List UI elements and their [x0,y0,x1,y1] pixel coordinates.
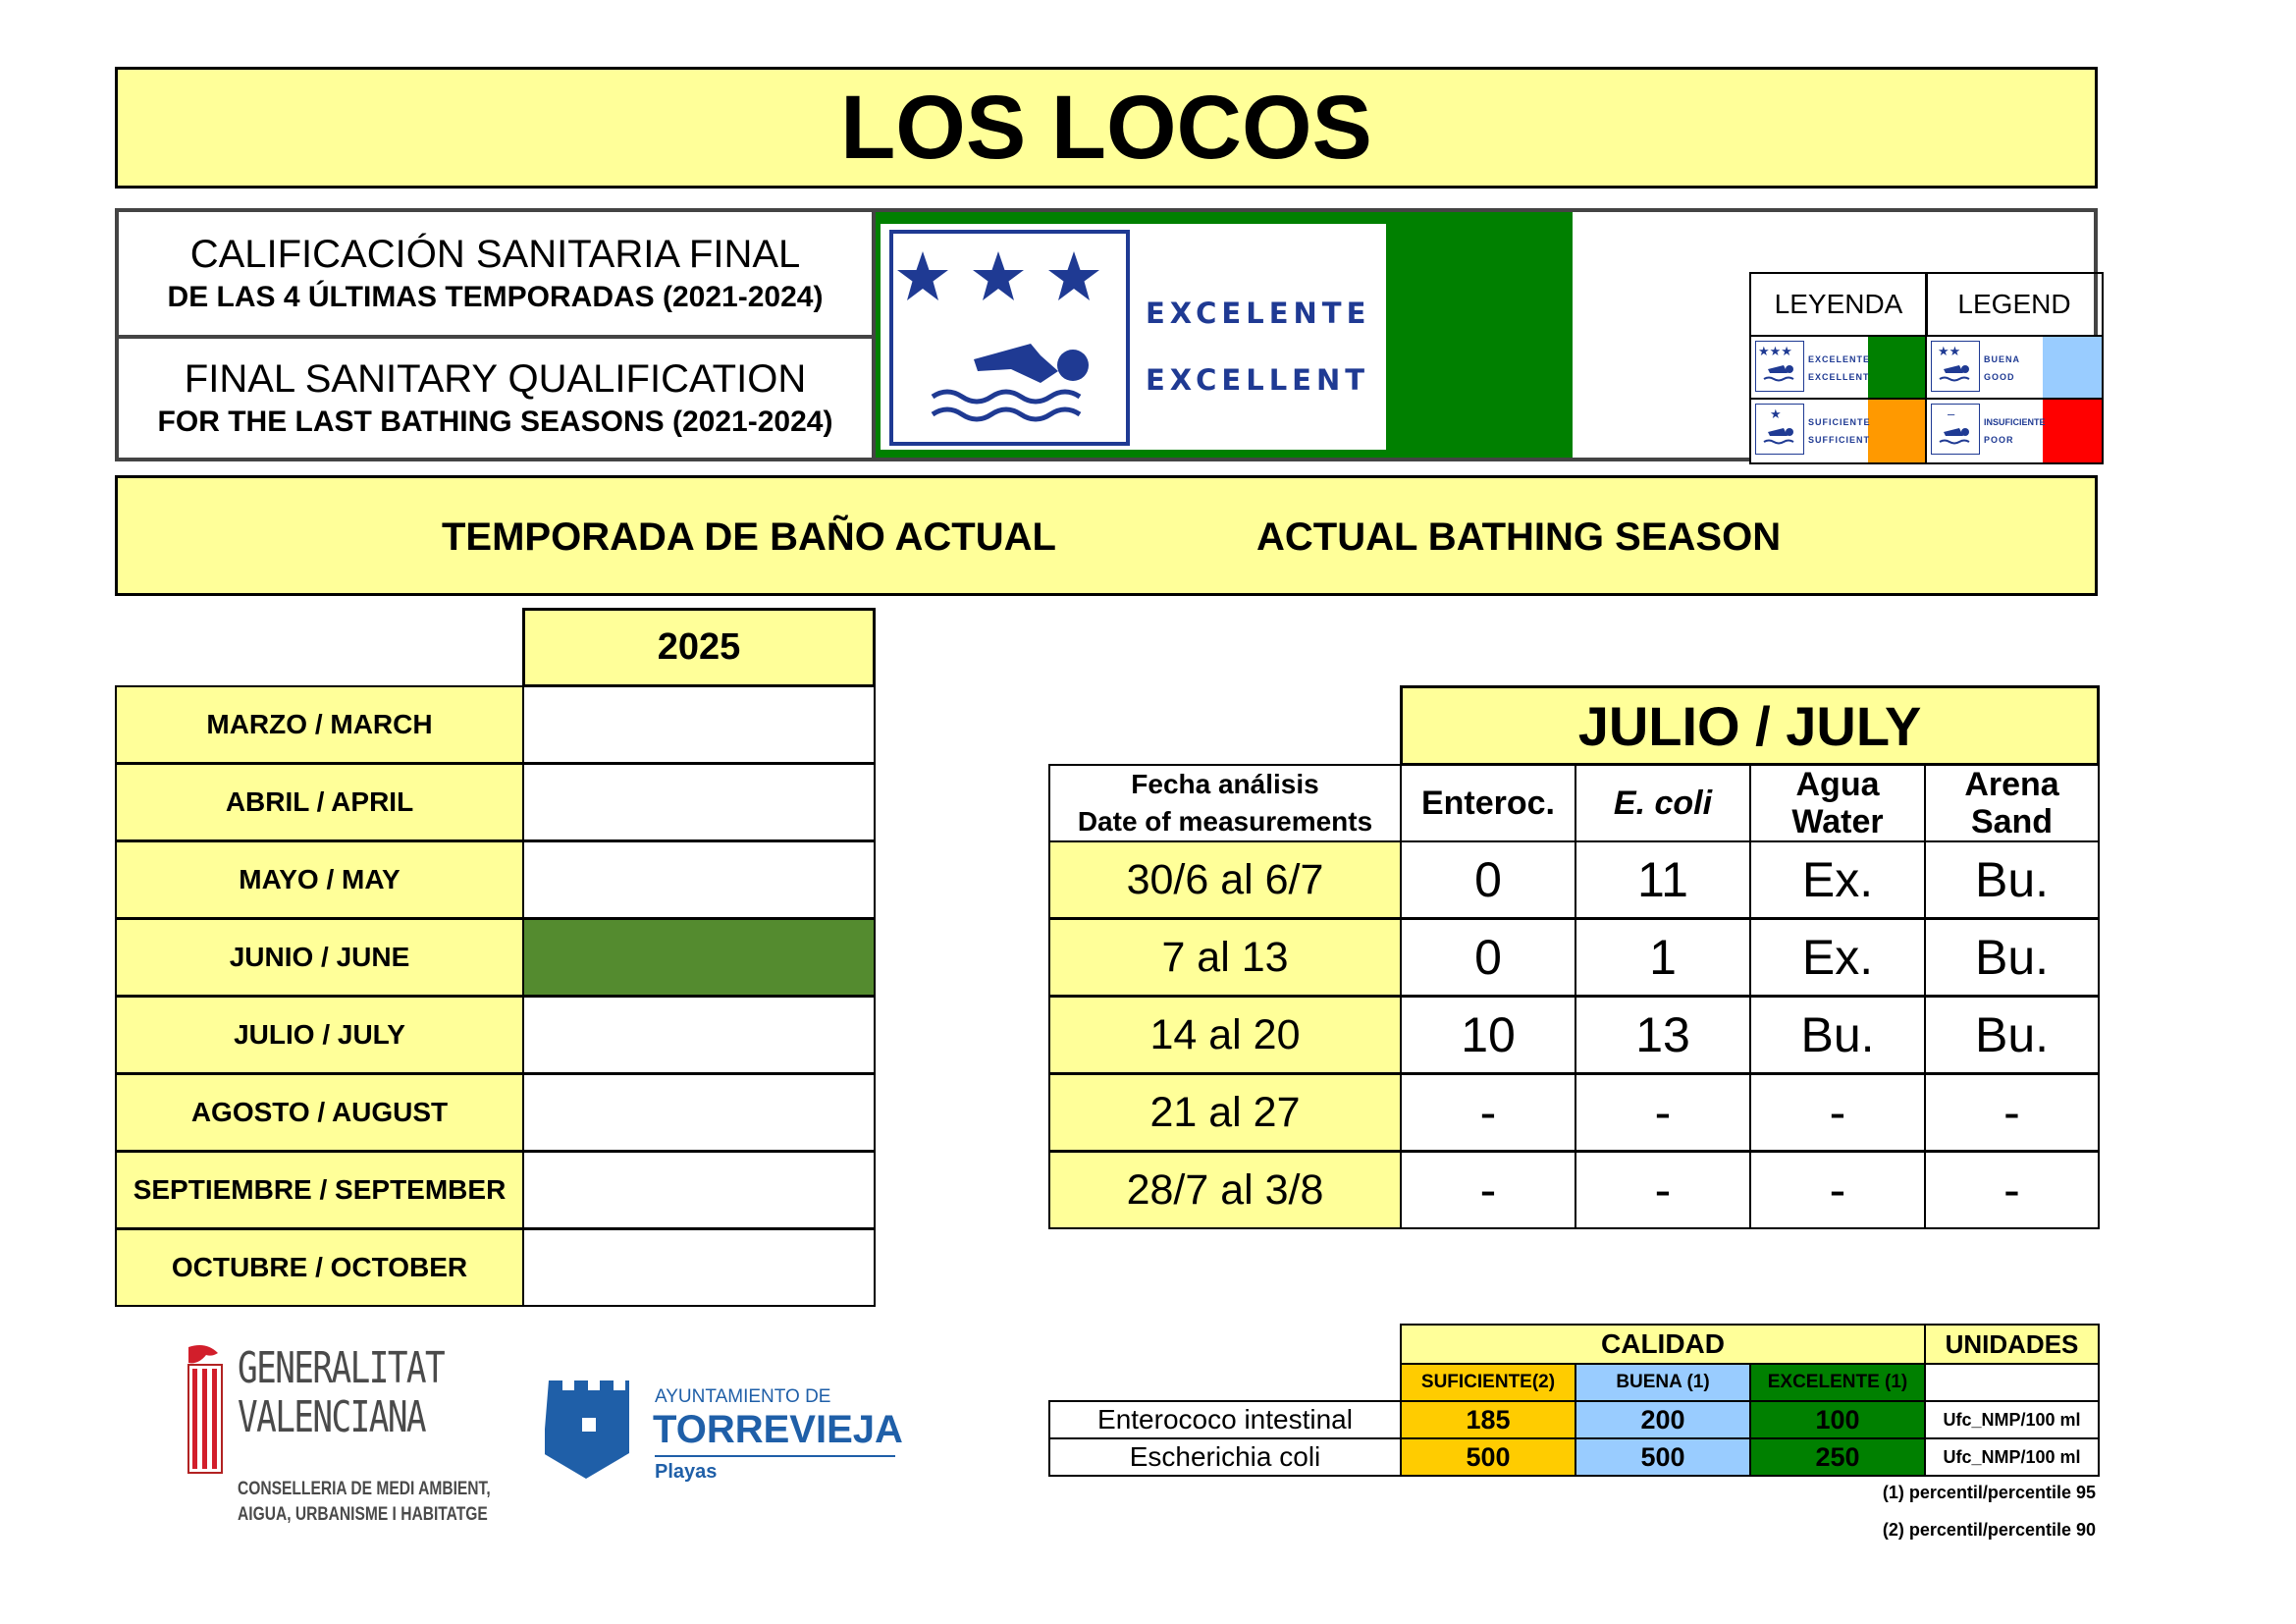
gv-line1: GENERALITAT [238,1343,445,1393]
july-cell-water: Bu. [1749,996,1926,1074]
quality-note-1: (1) percentil/percentile 95 [1882,1483,2096,1502]
july-cell-water: - [1749,1151,1926,1229]
july-cell-ecoli: 13 [1575,996,1751,1074]
quality-col-header: SUFICIENTE(2) [1400,1363,1576,1402]
season-label-es: TEMPORADA DE BAÑO ACTUAL [442,515,1056,559]
qualification-es [119,212,872,339]
qualification-en-title: FINAL SANITARY QUALIFICATION [184,357,807,401]
month-status-cell [522,918,876,997]
three-stars-swimmer-icon [889,230,1130,446]
season-banner [115,475,2098,596]
july-cell-enteroc: 0 [1400,840,1576,919]
july-header-ecoli: E. coli [1575,764,1751,842]
month-status-cell [522,996,876,1074]
quality-row-name: Enterococo intestinal [1048,1400,1402,1439]
svg-text:★: ★ [1770,406,1782,421]
july-cell-date: 28/7 al 3/8 [1048,1151,1402,1229]
quality-value: 100 [1749,1400,1926,1439]
month-label-text: OCTUBRE / OCTOBER [171,1252,468,1282]
month-label-text: AGOSTO / AUGUST [190,1097,449,1127]
quality-header-calidad: CALIDAD [1400,1324,1926,1365]
month-status-cell [522,1228,876,1307]
month-label [115,996,524,1074]
july-header-enteroc: Enteroc. [1400,764,1576,842]
july-table-title: JULIO / JULY [1400,685,2100,766]
month-label [115,1151,524,1229]
quality-header-units: UNIDADES [1924,1324,2100,1365]
legend-swimmer-icon [1755,341,1804,392]
torrevieja-tower-icon [545,1375,633,1481]
quality-unit: Ufc_NMP/100 ml [1924,1400,2100,1439]
july-cell-sand: - [1924,1151,2100,1229]
july-header-date: Fecha análisis Date of measurements [1048,764,1402,842]
gv-sub2: AIGUA, URBANISME I HABITATGE [238,1504,488,1525]
legend [1749,272,2100,460]
generalitat-valenciana-logo [177,1343,491,1540]
july-cell-water: - [1749,1073,1926,1152]
month-label [115,918,524,997]
legend-item-good: ★★ BUENA GOOD [1925,335,2104,402]
july-cell-date: 21 al 27 [1048,1073,1402,1152]
qualification-es-title: CALIFICACIÓN SANITARIA FINAL [189,233,801,276]
generalitat-crest-icon [177,1343,238,1481]
month-label-text: JULIO / JULY [234,1019,405,1050]
july-cell-enteroc: 0 [1400,918,1576,997]
month-status-cell [522,840,876,919]
torrevieja-logo [545,1375,908,1490]
legend-item-excellent: ★★★ EXCELENTE EXCELLENT [1749,335,1928,402]
quality-col-header: BUENA (1) [1575,1363,1751,1402]
july-cell-sand: - [1924,1073,2100,1152]
quality-unit: Ufc_NMP/100 ml [1924,1437,2100,1477]
july-cell-ecoli: - [1575,1073,1751,1152]
tv-top: AYUNTAMIENTO DE [655,1386,831,1407]
month-label [115,1228,524,1307]
july-cell-date: 7 al 13 [1048,918,1402,997]
qualification-en [119,339,872,458]
year-header: 2025 [522,608,876,687]
qualification-labels [115,208,876,461]
july-header-sand: Arena Sand [1924,764,2100,842]
legend-item-poor: – INSUFICIENTE POOR [1925,398,2104,464]
page-title [115,67,2098,189]
july-cell-enteroc: - [1400,1073,1576,1152]
legend-header-es: LEYENDA [1749,272,1928,337]
quality-value: 200 [1575,1400,1751,1439]
season-label-en: ACTUAL BATHING SEASON [1256,515,1782,559]
svg-text:★★: ★★ [1938,344,1961,358]
month-status-cell [522,763,876,841]
quality-units-blank [1924,1363,2100,1402]
qualification-en-subtitle: FOR THE LAST BATHING SEASONS (2021-2024) [157,406,833,438]
month-label-text: SEPTIEMBRE / SEPTEMBER [133,1174,507,1205]
july-cell-ecoli: - [1575,1151,1751,1229]
quality-note-2: (2) percentil/percentile 90 [1882,1520,2096,1540]
legend-swimmer-icon [1931,404,1980,455]
svg-text:★★★: ★★★ [1758,344,1792,358]
quality-col-header: EXCELENTE (1) [1749,1363,1926,1402]
month-label-text: MARZO / MARCH [206,709,433,739]
month-label [115,840,524,919]
qualification-es-subtitle: DE LAS 4 ÚLTIMAS TEMPORADAS (2021-2024) [167,281,824,313]
july-cell-enteroc: - [1400,1151,1576,1229]
badge-label-es: EXCELENTE [1146,297,1371,330]
july-cell-water: Ex. [1749,918,1926,997]
legend-item-sufficient: ★ SUFICIENTE SUFFICIENT [1749,398,1928,464]
month-status-cell [522,1073,876,1152]
july-cell-ecoli: 1 [1575,918,1751,997]
july-cell-sand: Bu. [1924,918,2100,997]
legend-swimmer-icon [1755,404,1804,455]
quality-row-name: Escherichia coli [1048,1437,1402,1477]
month-label [115,763,524,841]
month-label [115,685,524,764]
month-label-text: ABRIL / APRIL [225,786,414,817]
month-label [115,1073,524,1152]
month-status-cell [522,685,876,764]
july-cell-sand: Bu. [1924,840,2100,919]
month-label-text: JUNIO / JUNE [229,942,410,972]
gv-line2: VALENCIANA [238,1392,426,1442]
july-cell-ecoli: 11 [1575,840,1751,919]
quality-value: 500 [1400,1437,1576,1477]
july-cell-date: 30/6 al 6/7 [1048,840,1402,919]
tv-sub: Playas [655,1461,718,1483]
quality-value: 250 [1749,1437,1926,1477]
july-cell-date: 14 al 20 [1048,996,1402,1074]
july-cell-water: Ex. [1749,840,1926,919]
july-cell-enteroc: 10 [1400,996,1576,1074]
gv-sub1: CONSELLERIA DE MEDI AMBIENT, [238,1479,491,1499]
legend-header-en: LEGEND [1925,272,2104,337]
month-status-cell [522,1151,876,1229]
july-header-water: Agua Water [1749,764,1926,842]
page-title-text: LOS LOCOS [840,77,1372,178]
tv-divider [655,1455,895,1457]
svg-text:–: – [1948,406,1955,421]
quality-value: 500 [1575,1437,1751,1477]
month-label-text: MAYO / MAY [239,864,400,894]
quality-value: 185 [1400,1400,1576,1439]
badge-label-en: EXCELLENT [1146,363,1370,397]
tv-name: TORREVIEJA [653,1408,903,1451]
july-cell-sand: Bu. [1924,996,2100,1074]
legend-swimmer-icon [1931,341,1980,392]
